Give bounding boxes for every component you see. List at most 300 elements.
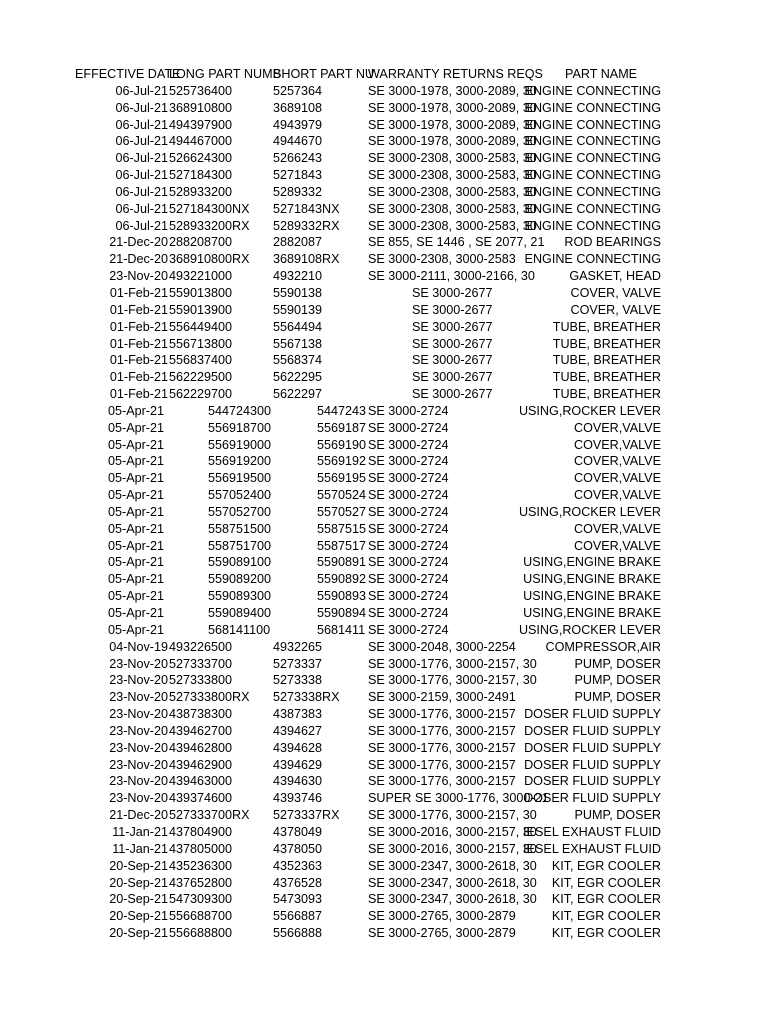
long-part-cell: 439462800 [169,740,233,755]
table-row [0,453,768,470]
table-row [0,268,768,285]
effective-date-cell: 06-Jul-21 [115,151,168,166]
table-row [0,858,768,875]
table-row [0,622,768,639]
part-name-cell: ENGINE CONNECTING [524,83,661,98]
long-part-cell: 527184300 [169,168,233,183]
long-part-cell: 557052400 [208,488,272,503]
warranty-cell: SE 3000-2016, 3000-2157, 30 [368,824,537,839]
short-part-cell: 5568374 [273,353,323,368]
warranty-cell: SE 3000-2724 [368,454,449,469]
part-name-cell: DOSER FLUID SUPPLY [524,723,661,738]
table-row [0,386,768,403]
effective-date-cell: 05-Apr-21 [108,555,165,570]
warranty-cell: SE 3000-2677 [412,319,493,334]
warranty-cell: SE 3000-2677 [412,370,493,385]
warranty-cell: SE 3000-2677 [412,353,493,368]
warranty-cell: SE 855, SE 1446 , SE 2077, 21 [368,235,545,250]
table-row [0,403,768,420]
warranty-cell: SE 3000-1978, 3000-2089, 30 [368,83,537,98]
table-row [0,790,768,807]
table-row [0,150,768,167]
short-part-cell: 4378049 [273,824,323,839]
effective-date-cell: 23-Nov-20 [109,690,168,705]
part-name-cell: DOSER FLUID SUPPLY [524,740,661,755]
part-name-cell: DOSER FLUID SUPPLY [524,774,661,789]
short-part-cell: 4943979 [273,117,323,132]
warranty-cell: SE 3000-1978, 3000-2089, 30 [368,117,537,132]
effective-date-cell: 05-Apr-21 [108,622,165,637]
warranty-cell: SE 3000-2724 [368,504,449,519]
part-name-cell: TUBE, BREATHER [552,336,661,351]
table-row [0,218,768,235]
long-part-cell: 528933200RX [169,218,250,233]
warranty-cell: SE 3000-1776, 3000-2157, 30 [368,656,537,671]
short-part-cell: 5569190 [317,437,367,452]
short-part-cell: 5273338RX [273,690,340,705]
table-row [0,706,768,723]
effective-date-cell: 05-Apr-21 [108,504,165,519]
long-part-cell: 568141100 [208,622,271,637]
warranty-cell: SE 3000-2308, 3000-2583 [368,252,516,267]
warranty-cell: SE 3000-2308, 3000-2583, 30 [368,184,537,199]
short-part-cell: 5447243 [317,403,367,418]
part-name-cell: KIT, EGR COOLER [551,926,661,941]
table-row [0,757,768,774]
table-row [0,285,768,302]
warranty-cell: SE 3000-2308, 3000-2583, 30 [368,218,537,233]
effective-date-cell: 06-Jul-21 [115,117,168,132]
part-name-cell: COVER,VALVE [573,454,661,469]
warranty-cell: SE 3000-1776, 3000-2157, 30 [368,673,537,688]
effective-date-cell: 04-Nov-19 [109,639,168,654]
part-name-cell: USING,ROCKER LEVER [518,403,661,418]
table-row [0,167,768,184]
warranty-cell: SE 3000-2159, 3000-2491 [368,690,516,705]
effective-date-cell: 23-Nov-20 [109,774,168,789]
part-name-cell: COVER,VALVE [573,437,661,452]
table-row [0,100,768,117]
part-name-cell: COVER,VALVE [573,521,661,536]
part-name-cell: IESEL EXHAUST FLUID [523,824,661,839]
part-name-cell: DOSER FLUID SUPPLY [524,791,661,806]
effective-date-cell: 20-Sep-21 [109,892,168,907]
part-name-cell: TUBE, BREATHER [552,353,661,368]
part-name-cell: DOSER FLUID SUPPLY [524,757,661,772]
short-part-cell: 4394630 [273,774,323,789]
part-name-cell: USING,ENGINE BRAKE [523,589,661,604]
effective-date-cell: 23-Nov-20 [109,673,168,688]
warranty-cell: SE 3000-2347, 3000-2618, 30 [368,892,537,907]
long-part-cell: 288208700 [169,235,233,250]
effective-date-cell: 01-Feb-21 [109,370,168,385]
table-row [0,571,768,588]
part-name-cell: KIT, EGR COOLER [551,892,661,907]
part-name-cell: USING,ROCKER LEVER [518,504,661,519]
effective-date-cell: 23-Nov-20 [109,269,168,284]
part-name-cell: USING,ENGINE BRAKE [523,555,661,570]
table-row [0,925,768,942]
long-part-cell: 556449400 [169,319,233,334]
long-part-cell: 437804900 [169,824,233,839]
part-name-cell: KIT, EGR COOLER [551,858,661,873]
warranty-cell: SE 3000-1776, 3000-2157 [368,723,516,738]
long-part-cell: 547309300 [169,892,233,907]
long-part-cell: 559089300 [208,589,272,604]
header-part-name: PART NAME [565,67,638,81]
short-part-cell: 4376528 [273,875,323,890]
effective-date-cell: 01-Feb-21 [109,302,168,317]
effective-date-cell: 20-Sep-21 [109,858,168,873]
effective-date-cell: 01-Feb-21 [109,387,168,402]
warranty-cell: SE 3000-2347, 3000-2618, 30 [368,875,537,890]
long-part-cell: 556713800 [169,336,233,351]
short-part-cell: 5590892 [317,572,367,587]
warranty-cell: SE 3000-2308, 3000-2583, 30 [368,201,537,216]
part-name-cell: ENGINE CONNECTING [524,100,661,115]
short-part-cell: 5564494 [273,319,323,334]
part-name-cell: COVER, VALVE [570,285,661,300]
part-name-cell: ENGINE CONNECTING [524,134,661,149]
effective-date-cell: 23-Nov-20 [109,656,168,671]
long-part-cell: 556837400 [169,353,233,368]
table-row [0,470,768,487]
short-part-cell: 4394627 [273,723,323,738]
table-row [0,352,768,369]
short-part-cell: 5266243 [273,151,323,166]
table-row [0,875,768,892]
warranty-cell: SE 3000-2308, 3000-2583, 30 [368,168,537,183]
long-part-cell: 559089100 [208,555,272,570]
short-part-cell: 4352363 [273,858,323,873]
table-row [0,639,768,656]
short-part-cell: 5587517 [317,538,367,553]
effective-date-cell: 05-Apr-21 [108,572,165,587]
table-row [0,184,768,201]
table-row [0,841,768,858]
short-part-cell: 5622297 [273,387,323,402]
short-part-cell: 5590894 [317,606,367,620]
short-part-cell: 4378050 [273,841,323,856]
table-row [0,672,768,689]
table-row [0,504,768,521]
part-name-cell: ENGINE CONNECTING [524,252,661,267]
warranty-cell: SE 3000-2765, 3000-2879 [368,909,516,924]
effective-date-cell: 20-Sep-21 [109,909,168,924]
warranty-cell: SE 3000-1776, 3000-2157 [368,740,516,755]
short-part-cell: 5570524 [317,488,367,503]
long-part-cell: 559089400 [208,606,272,620]
long-part-cell: 494397900 [169,117,233,132]
table-row [0,538,768,555]
long-part-cell: 544724300 [208,403,272,418]
warranty-cell: SE 3000-2677 [412,285,493,300]
table-row [0,824,768,841]
warranty-cell: SE 3000-2724 [368,488,449,503]
short-part-cell: 5567138 [273,336,323,351]
part-name-cell: GASKET, HEAD [569,269,661,284]
long-part-cell: 437805000 [169,841,233,856]
table-row [0,251,768,268]
header-effective-date: EFFECTIVE DATE [75,67,181,81]
part-name-cell: ENGINE CONNECTING [524,151,661,166]
short-part-cell: 5590139 [273,302,323,317]
long-part-cell: 527333800RX [169,690,250,705]
short-part-cell: 4932265 [273,639,323,654]
long-part-cell: 562229700 [169,387,233,402]
effective-date-cell: 01-Feb-21 [109,353,168,368]
effective-date-cell: 06-Jul-21 [115,83,168,98]
warranty-cell: SE 3000-2724 [368,606,449,620]
part-name-cell: PUMP, DOSER [574,690,661,705]
long-part-cell: 368910800 [169,100,233,115]
part-name-cell: DOSER FLUID SUPPLY [524,707,661,722]
short-part-cell: 5569192 [317,454,367,469]
table-row [0,521,768,538]
short-part-cell: 5622295 [273,370,323,385]
warranty-cell: SE 3000-2016, 3000-2157, 30 [368,841,537,856]
short-part-cell: 5569187 [317,420,367,435]
long-part-cell: 525736400 [169,83,233,98]
long-part-cell: 439374600 [169,791,233,806]
short-part-cell: 5271843NX [273,201,340,216]
effective-date-cell: 05-Apr-21 [108,488,165,503]
part-name-cell: ENGINE CONNECTING [524,201,661,216]
long-part-cell: 559013800 [169,285,233,300]
effective-date-cell: 23-Nov-20 [109,757,168,772]
long-part-cell: 526624300 [169,151,233,166]
warranty-cell: SE 3000-2724 [368,403,449,418]
warranty-cell: SE 3000-1776, 3000-2157 [368,757,516,772]
long-part-cell: 527333800 [169,673,233,688]
short-part-cell: 4932210 [273,269,323,284]
table-row [0,588,768,605]
long-part-cell: 439462900 [169,757,233,772]
part-name-cell: KIT, EGR COOLER [551,875,661,890]
effective-date-cell: 05-Apr-21 [108,471,165,486]
long-part-cell: 493221000 [169,269,233,284]
long-part-cell: 438738300 [169,707,233,722]
effective-date-cell: 06-Jul-21 [115,134,168,149]
table-row [0,302,768,319]
table-row [0,133,768,150]
table-row [0,369,768,386]
warranty-cell: SE 3000-2724 [368,572,449,587]
part-name-cell: ENGINE CONNECTING [524,168,661,183]
warranty-cell: SE 3000-2677 [412,302,493,317]
short-part-cell: 5681411 [317,622,366,637]
effective-date-cell: 23-Nov-20 [109,740,168,755]
part-name-cell: COVER,VALVE [573,538,661,553]
long-part-cell: 494467000 [169,134,233,149]
effective-date-cell: 06-Jul-21 [115,218,168,233]
header-row [0,66,768,83]
part-name-cell: COVER, VALVE [570,302,661,317]
table-row [0,319,768,336]
table-row [0,554,768,571]
long-part-cell: 439462700 [169,723,233,738]
part-name-cell: ENGINE CONNECTING [524,218,661,233]
part-name-cell: USING,ENGINE BRAKE [523,572,661,587]
warranty-cell: SE 3000-1776, 3000-2157, 30 [368,808,537,823]
long-part-cell: 493226500 [169,639,233,654]
warranty-cell: SE 3000-1978, 3000-2089, 30 [368,134,537,149]
short-part-cell: 5473093 [273,892,323,907]
long-part-cell: 556919200 [208,454,272,469]
part-name-cell: COVER,VALVE [573,488,661,503]
table-row [0,487,768,504]
long-part-cell: 558751500 [208,521,272,536]
table-row [0,605,768,622]
short-part-cell: 2882087 [273,235,323,250]
long-part-cell: 527333700 [169,656,233,671]
table-row [0,83,768,100]
long-part-cell: 556688700 [169,909,233,924]
table-row [0,740,768,757]
warranty-cell: SE 3000-2724 [368,589,449,604]
short-part-cell: 5257364 [273,83,323,98]
warranty-cell: SE 3000-2765, 3000-2879 [368,926,516,941]
long-part-cell: 437652800 [169,875,233,890]
short-part-cell: 5289332RX [273,218,340,233]
long-part-cell: 528933200 [169,184,233,199]
short-part-cell: 4394629 [273,757,323,772]
warranty-cell: SE 3000-2347, 3000-2618, 30 [368,858,537,873]
long-part-cell: 527333700RX [169,808,250,823]
effective-date-cell: 05-Apr-21 [108,420,165,435]
warranty-cell: SE 3000-2724 [368,471,449,486]
part-name-cell: COVER,VALVE [573,471,661,486]
effective-date-cell: 05-Apr-21 [108,606,165,620]
effective-date-cell: 01-Feb-21 [109,336,168,351]
short-part-cell: 5566888 [273,926,323,941]
table-body [0,83,768,942]
long-part-cell: 368910800RX [169,252,250,267]
short-part-cell: 4387383 [273,707,323,722]
effective-date-cell: 20-Sep-21 [109,926,168,941]
effective-date-cell: 21-Dec-20 [109,235,168,250]
effective-date-cell: 11-Jan-21 [112,841,168,856]
part-name-cell: IESEL EXHAUST FLUID [523,841,661,856]
part-name-cell: PUMP, DOSER [574,656,661,671]
part-name-cell: USING,ENGINE BRAKE [523,606,661,620]
effective-date-cell: 05-Apr-21 [108,437,165,452]
short-part-cell: 5273338 [273,673,323,688]
header-short-part: SHORT PART NU [273,67,375,81]
long-part-cell: 556919000 [208,437,272,452]
long-part-cell: 557052700 [208,504,272,519]
short-part-cell: 5587515 [317,521,367,536]
warranty-cell: SE 3000-2724 [368,521,449,536]
effective-date-cell: 05-Apr-21 [108,521,165,536]
warranty-cell: SE 3000-2677 [412,336,493,351]
effective-date-cell: 01-Feb-21 [109,285,168,300]
part-name-cell: ENGINE CONNECTING [524,184,661,199]
long-part-cell: 556918700 [208,420,272,435]
long-part-cell: 527184300NX [169,201,250,216]
warranty-cell: SE 3000-1776, 3000-2157 [368,707,516,722]
long-part-cell: 556919500 [208,471,272,486]
short-part-cell: 5271843 [273,168,323,183]
part-name-cell: PUMP, DOSER [574,808,661,823]
part-name-cell: ROD BEARINGS [564,235,661,250]
header-long-part: LONG PART NUMB [169,67,281,81]
effective-date-cell: 05-Apr-21 [108,403,165,418]
effective-date-cell: 05-Apr-21 [108,589,165,604]
short-part-cell: 5273337 [273,656,323,671]
short-part-cell: 3689108 [273,100,323,115]
part-name-cell: COMPRESSOR,AIR [545,639,661,654]
table-row [0,807,768,824]
table-row [0,420,768,437]
effective-date-cell: 06-Jul-21 [115,184,168,199]
warranty-cell: SE 3000-2724 [368,538,449,553]
warranty-cell: SE 3000-2724 [368,555,449,570]
header-warranty: WARRANTY RETURNS REQS [368,67,543,81]
table-row [0,908,768,925]
table-row [0,723,768,740]
part-name-cell: PUMP, DOSER [574,673,661,688]
short-part-cell: 4944670 [273,134,323,149]
effective-date-cell: 06-Jul-21 [115,100,168,115]
table-row [0,891,768,908]
short-part-cell: 5273337RX [273,808,340,823]
effective-date-cell: 21-Dec-20 [109,252,168,267]
effective-date-cell: 23-Nov-20 [109,791,168,806]
short-part-cell: 3689108RX [273,252,340,267]
part-name-cell: USING,ROCKER LEVER [518,622,661,637]
effective-date-cell: 01-Feb-21 [109,319,168,334]
part-name-cell: TUBE, BREATHER [552,319,661,334]
short-part-cell: 5569195 [317,471,367,486]
long-part-cell: 435236300 [169,858,233,873]
effective-date-cell: 05-Apr-21 [108,454,165,469]
effective-date-cell: 21-Dec-20 [109,808,168,823]
long-part-cell: 558751700 [208,538,272,553]
long-part-cell: 559013900 [169,302,233,317]
short-part-cell: 4394628 [273,740,323,755]
short-part-cell: 5566887 [273,909,323,924]
part-name-cell: TUBE, BREATHER [552,370,661,385]
table-row [0,234,768,251]
long-part-cell: 556688800 [169,926,233,941]
warranty-cell: SUPER SE 3000-1776, 3000-21 [368,791,549,806]
short-part-cell: 5590891 [317,555,367,570]
short-part-cell: 5590138 [273,285,323,300]
part-name-cell: TUBE, BREATHER [552,387,661,402]
warranty-cell: SE 3000-1776, 3000-2157 [368,774,516,789]
effective-date-cell: 23-Nov-20 [109,723,168,738]
effective-date-cell: 23-Nov-20 [109,707,168,722]
warranty-cell: SE 3000-2111, 3000-2166, 30 [368,269,535,284]
parts-table [0,66,768,942]
warranty-cell: SE 3000-2308, 3000-2583, 30 [368,151,537,166]
effective-date-cell: 20-Sep-21 [109,875,168,890]
warranty-cell: SE 3000-2724 [368,420,449,435]
warranty-cell: SE 3000-2677 [412,387,493,402]
part-name-cell: ENGINE CONNECTING [524,117,661,132]
effective-date-cell: 11-Jan-21 [112,824,168,839]
warranty-cell: SE 3000-2724 [368,437,449,452]
table-row [0,336,768,353]
table-row [0,201,768,218]
warranty-cell: SE 3000-1978, 3000-2089, 30 [368,100,537,115]
short-part-cell: 4393746 [273,791,323,806]
table-row [0,437,768,454]
part-name-cell: COVER,VALVE [573,420,661,435]
short-part-cell: 5590893 [317,589,367,604]
warranty-cell: SE 3000-2048, 3000-2254 [368,639,516,654]
